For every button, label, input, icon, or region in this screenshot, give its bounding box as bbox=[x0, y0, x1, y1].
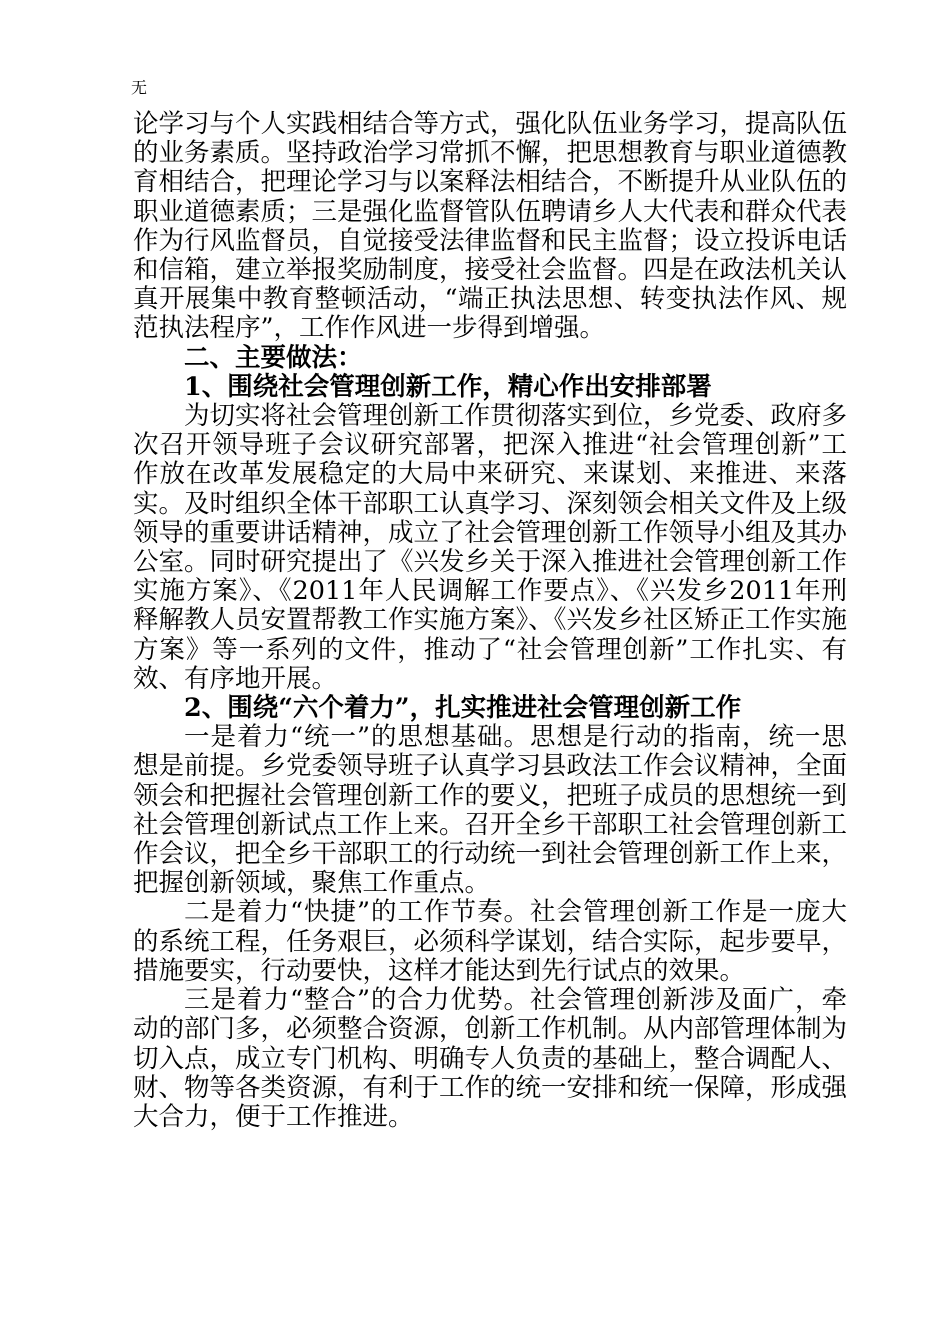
paragraph: 一是着力“统一”的思想基础。思想是行动的指南，统一思想是前提。乡党委领导班子认真学习县政法工作会议精神，全面领会和把握社会管理创新工作的要义，把班子成员的思想统一到社会管理创新试点工作上来。召开全乡干部职工社会管理创新工作会议，把全乡干部职工的行动统一到社会管理创新工作上来，把握创新领域，聚焦工作重点。 bbox=[133, 722, 848, 899]
paragraph: 二是着力“快捷”的工作节奏。社会管理创新工作是一庞大的系统工程，任务艰巨，必须科学谋划，结合实际，起步要早，措施要实，行动要快，这样才能达到先行试点的效果。 bbox=[133, 897, 848, 986]
paragraph: 为切实将社会管理创新工作贯彻落实到位，乡党委、政府多次召开领导班子会议研究部署，把深入推进“社会管理创新”工作放在改革发展稳定的大局中来研究、来谋划、来推进、来落实。及时组织全体干部职工认真学习、深刻领会相关文件及上级领导的重要讲话精神，成立了社会管理创新工作领导小组及其办公室。同时研究提出了《兴发乡关于深入推进社会管理创新工作实施方案》、《2011年人民调解工作要点》、《兴发乡2011年刑释解教人员安置帮教工作实施方案》、《兴发乡社区矫正工作实施方案》等一系列的文件，推动了“社会管理创新”工作扎实、有效、有序地开展。 bbox=[133, 401, 848, 694]
subsection-heading: 1、围绕社会管理创新工作，精心作出安排部署 bbox=[184, 371, 712, 402]
document-body bbox=[133, 110, 847, 1132]
paragraph: 三是着力“整合”的合力优势。社会管理创新涉及面广，牵动的部门多，必须整合资源，创新工作机制。从内部管理体制为切入点，成立专门机构、明确专人负责的基础上，整合调配人、财、物等各类资源，有利于工作的统一安排和统一保障，形成强大合力，便于工作推进。 bbox=[133, 985, 848, 1132]
paragraph-continued: 论学习与个人实践相结合等方式，强化队伍业务学习，提高队伍的业务素质。坚持政治学习常抓不懈，把思想教育与职业道德教育相结合，把理论学习与以案释法相结合，不断提升从业队伍的职业道德素质；三是强化监督管队伍聘请乡人大代表和群众代表作为行风监督员，自觉接受法律监督和民主监督；设立投诉电话和信箱，建立举报奖励制度，接受社会监督。四是在政法机关认真开展集中教育整顿活动，“端正执法思想、转变执法作风、规范执法程序”，工作作风进一步得到增强。 bbox=[133, 109, 848, 344]
subsection-heading: 2、围绕“六个着力”，扎实推进社会管理创新工作 bbox=[184, 693, 742, 724]
header-mark: 无 bbox=[131, 78, 148, 97]
section-heading: 二、主要做法： bbox=[184, 342, 363, 373]
